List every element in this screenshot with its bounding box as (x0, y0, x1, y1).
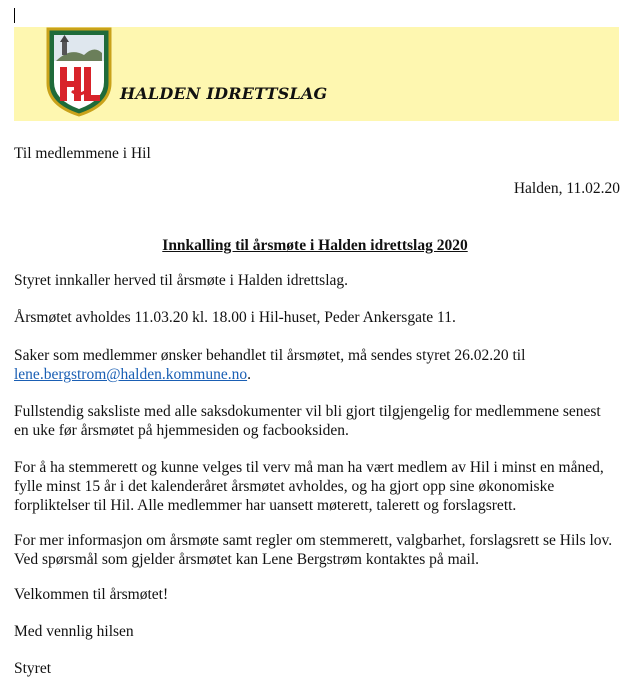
closing-line: Med vennlig hilsen (14, 623, 134, 640)
greeting: Til medlemmene i Hil (14, 145, 151, 162)
place-date: Halden, 11.02.20 (513, 180, 620, 197)
welcome-line: Velkommen til årsmøtet! (14, 586, 169, 603)
paragraph-4: Fullstendig saksliste med alle saksdokumenter vil bli gjort tilgjengelig for medlemmene senest en uke før årsmøtet på hjemmesiden og facbooksiden. (14, 403, 601, 439)
club-name: HALDEN IDRETTSLAG (120, 84, 328, 103)
paragraph-5: For å ha stemmerett og kunne velges til verv må man ha vært medlem av Hil i minst en måned, fylle minst 15 år i det kalenderåret årsmøtet avholdes, og ha gjort opp sine økonomiske forpliktelser til Hil. Alle medlemmer har uansett møterett, talerett og forslagsrett. (14, 459, 604, 514)
paragraph-3 (14, 346, 622, 384)
paragraph-2: Årsmøtet avholdes 11.03.20 kl. 18.00 i Hil-huset, Peder Ankersgate 11. (14, 309, 456, 326)
paragraph-3-text: Saker som medlemmer ønsker behandlet til årsmøtet, må sendes styret 26.02.20 til (14, 347, 526, 364)
signature: Styret (14, 660, 52, 677)
letter-title: Innkalling til årsmøte i Halden idrettslag 2020 (162, 237, 468, 254)
paragraph-3-end: . (247, 366, 251, 383)
club-crest-icon (44, 25, 114, 117)
letterhead-banner (14, 27, 619, 121)
paragraph-6: For mer informasjon om årsmøte samt regler om stemmerett, valgbarhet, forslagsrett se Hils lov. Ved spørsmål som gjelder årsmøtet kan Lene Bergstrøm kontaktes på mail. (14, 532, 613, 568)
email-link[interactable]: lene.bergstrom@halden.kommune.no (14, 366, 248, 383)
text-cursor (14, 8, 15, 23)
paragraph-1: Styret innkaller herved til årsmøte i Halden idrettslag. (14, 272, 349, 289)
